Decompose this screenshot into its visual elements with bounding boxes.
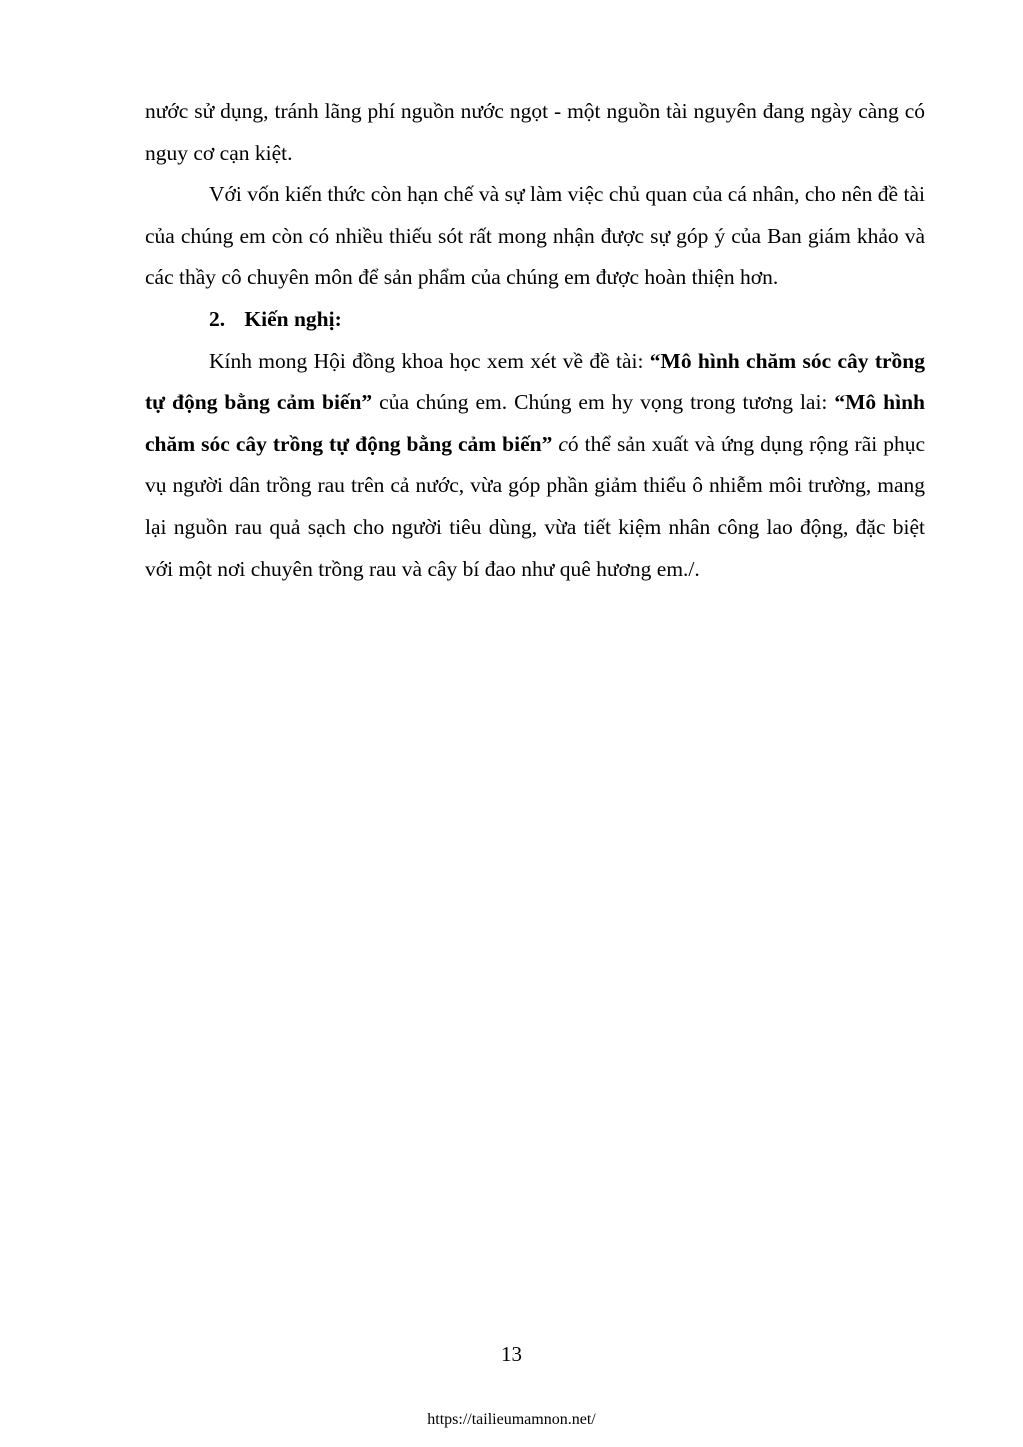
recommendation-text-3: ó thể sản xuất và ứng dụng rộng rãi phục vụ người dân trồng rau trên cả nước, vừa góp phần giảm thiểu ô nhiễm môi trường, mang lại nguồn rau quả sạch cho người tiêu dùng, vừa tiết kiệm nhân công lao động, đặc biệt với một nơi chuyên trồng rau và cây bí đao như quê hương em./. [145, 431, 926, 581]
section-heading-text: Kiến nghị: [244, 306, 342, 331]
section-heading [145, 299, 925, 341]
recommendation-text-2: của chúng em. Chúng em hy vọng trong tương lai: [372, 390, 835, 415]
paragraph-continuation: nước sử dụng, tránh lãng phí nguồn nước ngọt - một nguồn tài nguyên đang ngày càng có nguy cơ cạn kiệt. [145, 99, 925, 165]
paragraph-recommendation [145, 341, 925, 591]
paragraph-limitations: Với vốn kiến thức còn hạn chế và sự làm việc chủ quan của cá nhân, cho nên đề tài của chúng em còn có nhiều thiếu sót rất mong nhận được sự góp ý của Ban giám khảo và các thầy cô chuyên môn để sản phẩm của chúng em được hoàn thiện hơn. [145, 182, 925, 290]
footer-url: https://tailieumamnon.net/ [427, 1411, 596, 1428]
project-title-bold-1: “Mô hình chăm sóc cây trồng tự động bằng cảm biến” [145, 348, 925, 415]
document-body [145, 91, 925, 590]
project-title-bold-2: “Mô hình chăm sóc cây trồng tự động bằng cảm biến” [145, 390, 926, 456]
page-number: 13 [501, 1342, 522, 1366]
recommendation-text-1: Kính mong Hội đồng khoa học xem xét về đề tài: [209, 348, 650, 373]
recommendation-italic-letter: c [558, 431, 568, 456]
section-heading-number: 2. [209, 306, 226, 331]
